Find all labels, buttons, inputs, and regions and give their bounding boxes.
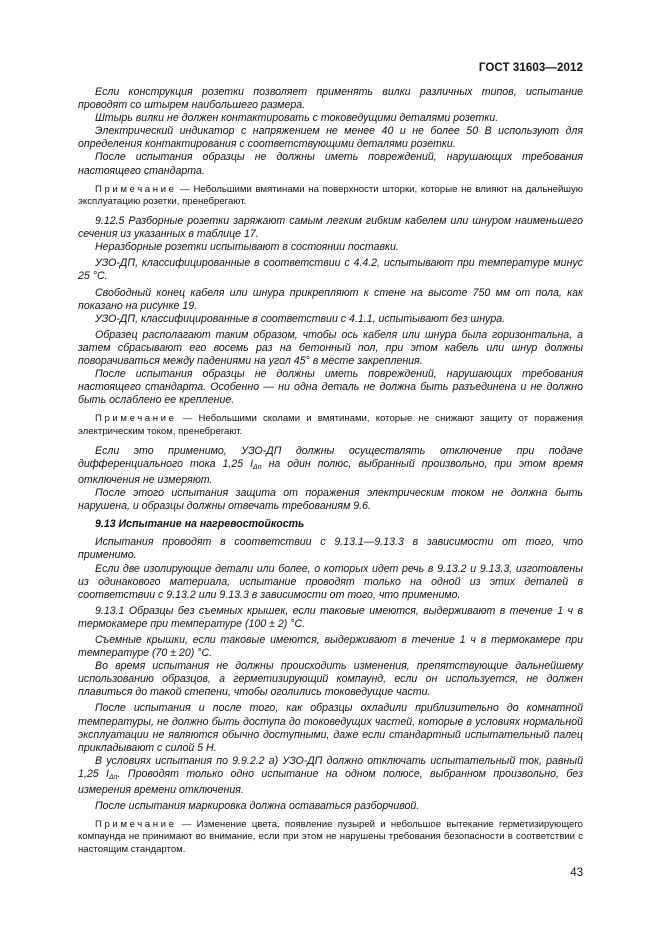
paragraph: Если конструкция розетки позволяет применять вилки различных типов, испытание проводят со штырем наибольшего размера.	[78, 86, 583, 112]
paragraph: Свободный конец кабеля или шнура прикрепляют к стене на высоте 750 мм от пола, как показано на рисунке 19.	[78, 286, 583, 312]
current-symbol: I	[250, 457, 254, 470]
paragraph	[78, 445, 583, 487]
text-run: на один полюс, выбранный произвольно, при этом время отключения не измеряют.	[78, 457, 583, 486]
page-number: 43	[570, 867, 583, 879]
paragraph: 9.12.5 Разборные розетки заряжают самым легким гибким кабелем или шнуром наименьшего сечения из указанных в таблице 17.	[78, 215, 583, 241]
text-run: . Проводят только одно испытание на одном полюсе, выбранном произвольно, без измерения времени отключения.	[78, 767, 584, 797]
paragraph: После испытания образцы не должны иметь повреждений, нарушающих требования настоящего стандарта.	[78, 151, 583, 177]
current-subscript: Δn	[108, 773, 118, 781]
paragraph: Неразборные розетки испытывают в состоянии поставки.	[95, 241, 399, 254]
current-symbol: I	[106, 767, 109, 780]
note-label: Примечание	[95, 183, 177, 195]
paragraph	[78, 755, 583, 797]
paragraph: УЗО-ДП, классифицированные в соответствии с 4.4.2, испытывают при температуре минус 25 °С.	[78, 257, 583, 283]
text-run: Если это применимо, УЗО-ДП должны осуществлять отключение при подаче дифференциального тока 1,25	[78, 444, 583, 470]
document-id: ГОСТ 31603—2012	[478, 62, 583, 74]
note-text: — Небольшими сколами и вмятинами, которые не снижают защиту от поражения электрическим током, пренебрегают.	[78, 413, 583, 437]
paragraph: После испытания маркировка должна оставаться разборчивой.	[95, 800, 420, 813]
section-heading: 9.13 Испытание на нагревостойкость	[95, 518, 305, 531]
note-text: — Изменение цвета, появление пузырей и небольшое вытекание герметизирующего компаунда не принимают во внимание, если при этом не нарушены требования безопасности в соответствии с настоящим стандартом.	[78, 819, 583, 855]
page-body	[78, 86, 583, 863]
paragraph: Во время испытания не должны происходить изменения, препятствующие дальнейшему использованию образцов, а герметизирующий компаунд, если он используется, не должен плавиться до такой степени, чтобы оголились токоведущие части.	[78, 660, 583, 699]
note	[78, 819, 583, 856]
note	[78, 184, 583, 208]
text-run: В условиях испытания по 9.9.2.2 а) УЗО-ДП должно отключать испытательный ток, равный 1,25	[78, 754, 583, 780]
paragraph: Штырь вилки не должен контактировать с токоведущими деталями розетки.	[95, 112, 499, 125]
note-label: Примечание	[95, 819, 177, 831]
note-text: — Небольшими вмятинами на поверхности шторки, которые не влияют на дальнейшую эксплуатацию розетки, пренебрегают.	[78, 183, 583, 207]
paragraph: 9.13.1 Образцы без съемных крышек, если таковые имеются, выдерживают в течение 1 ч в термокамере при температуре (100 ± 2) °С.	[78, 604, 583, 630]
paragraph: После испытания и после того, как образцы охладили приблизительно до комнатной температуры, не должно быть доступа до токоведущих частей, которые в условиях нормальной эксплуатации не являются обычно доступными, даже если стандартный испытательный палец прикладывают с силой 5 Н.	[78, 702, 583, 754]
current-subscript: Δn	[253, 463, 262, 471]
note	[78, 413, 583, 437]
paragraph: Электрический индикатор с напряжением не менее 40 и не более 50 В используют для определения контактирования с соответствующими деталями розетки.	[78, 125, 583, 151]
paragraph: Если две изолирующие детали или более, о которых идет речь в 9.13.2 и 9.13.3, изготовлены из одинакового материала, испытание проводят только на одной из этих деталей в соответствии с 9.13.2 или 9.13.3 в зависимости от того, что применимо.	[78, 562, 583, 601]
paragraph: Образец располагают таким образом, чтобы ось кабеля или шнура была горизонтальна, а затем сбрасывают его восемь раз на бетонный пол, при этом кабель или шнур должны поворачиваться между падениями на угол 45° в месте закрепления.	[78, 328, 583, 367]
paragraph: Испытания проводят в соответствии с 9.13.1—9.13.3 в зависимости от того, что применимо.	[78, 536, 583, 562]
paragraph: УЗО-ДП, классифицированные в соответствии с 4.1.1, испытывают без шнура.	[95, 312, 506, 325]
paragraph: После испытания образцы не должны иметь повреждений, нарушающих требования настоящего стандарта. Особенно — ни одна деталь не должна быть разъединена и не должно быть ослаблено ее крепление.	[78, 368, 583, 407]
note-label: Примечание	[95, 413, 177, 425]
paragraph: После этого испытания защита от поражения электрическим током не должна быть нарушена, и образцы должны отвечать требованиям 9.6.	[78, 487, 583, 513]
paragraph: Съемные крышки, если таковые имеются, выдерживают в течение 1 ч в термокамере при температуре (70 ± 20) °С.	[78, 634, 583, 660]
